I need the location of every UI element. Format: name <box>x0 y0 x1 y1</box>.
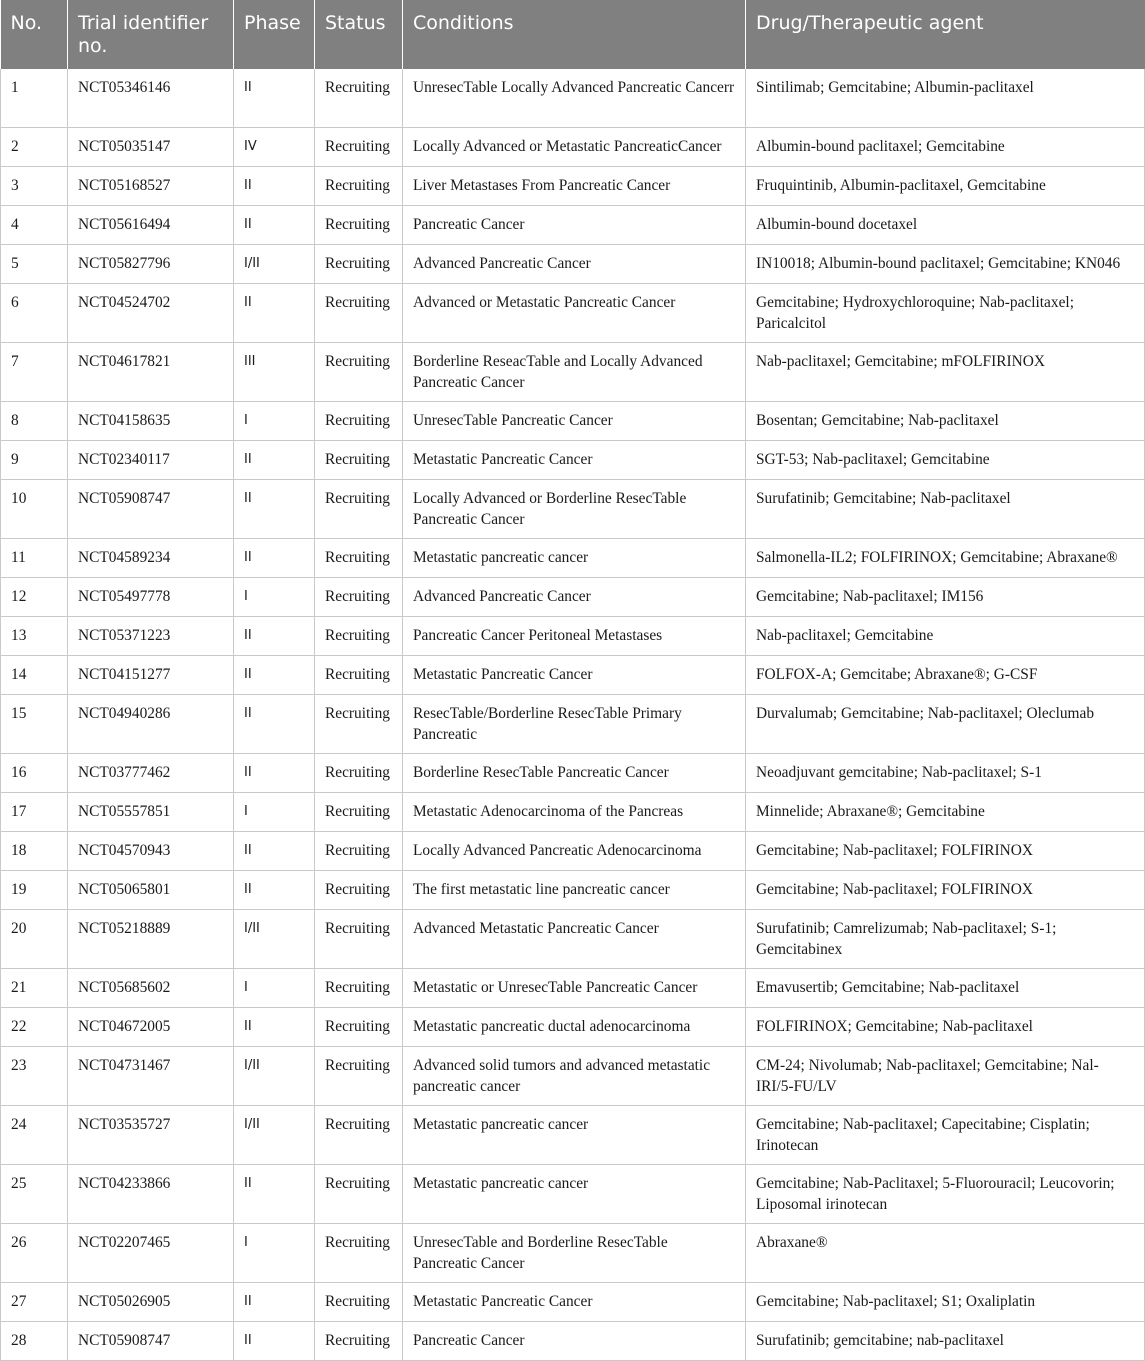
cell-status: Recruiting <box>315 1165 403 1224</box>
cell-trial-id: NCT02340117 <box>68 441 234 480</box>
cell-trial-id: NCT04151277 <box>68 656 234 695</box>
cell-no: 19 <box>1 871 68 910</box>
cell-drug: Surufatinib; Gemcitabine; Nab-paclitaxel <box>746 480 1145 539</box>
cell-status: Recruiting <box>315 1008 403 1047</box>
cell-drug: Fruquintinib, Albumin-paclitaxel, Gemcitabine <box>746 167 1145 206</box>
cell-status: Recruiting <box>315 539 403 578</box>
table-row <box>1 245 1145 284</box>
table-row <box>1 128 1145 167</box>
cell-trial-id: NCT04158635 <box>68 402 234 441</box>
cell-trial-id: NCT05065801 <box>68 871 234 910</box>
cell-drug: Durvalumab; Gemcitabine; Nab-paclitaxel; Oleclumab <box>746 695 1145 754</box>
cell-conditions: Liver Metastases From Pancreatic Cancer <box>403 167 746 206</box>
cell-trial-id: NCT05827796 <box>68 245 234 284</box>
cell-trial-id: NCT03535727 <box>68 1106 234 1165</box>
cell-conditions: Metastatic Pancreatic Cancer <box>403 441 746 480</box>
cell-trial-id: NCT04233866 <box>68 1165 234 1224</box>
cell-phase: IV <box>234 128 315 167</box>
cell-drug: Salmonella-IL2; FOLFIRINOX; Gemcitabine; Abraxane® <box>746 539 1145 578</box>
cell-drug: Gemcitabine; Nab-paclitaxel; S1; Oxaliplatin <box>746 1283 1145 1322</box>
cell-conditions: Locally Advanced or Metastatic PancreaticCancer <box>403 128 746 167</box>
cell-status: Recruiting <box>315 1047 403 1106</box>
table-row <box>1 1047 1145 1106</box>
cell-no: 24 <box>1 1106 68 1165</box>
cell-no: 25 <box>1 1165 68 1224</box>
cell-no: 1 <box>1 69 68 128</box>
cell-conditions: Advanced Pancreatic Cancer <box>403 578 746 617</box>
cell-no: 2 <box>1 128 68 167</box>
cell-phase: II <box>234 539 315 578</box>
cell-trial-id: NCT05218889 <box>68 910 234 969</box>
cell-drug: Nab-paclitaxel; Gemcitabine; mFOLFIRINOX <box>746 343 1145 402</box>
cell-status: Recruiting <box>315 1106 403 1165</box>
cell-phase: II <box>234 1008 315 1047</box>
cell-trial-id: NCT04672005 <box>68 1008 234 1047</box>
cell-phase: II <box>234 656 315 695</box>
cell-no: 12 <box>1 578 68 617</box>
cell-no: 3 <box>1 167 68 206</box>
table-row <box>1 1283 1145 1322</box>
cell-no: 18 <box>1 832 68 871</box>
cell-no: 8 <box>1 402 68 441</box>
table-row <box>1 167 1145 206</box>
cell-no: 26 <box>1 1224 68 1283</box>
cell-drug: Gemcitabine; Nab-paclitaxel; FOLFIRINOX <box>746 871 1145 910</box>
cell-trial-id: NCT04589234 <box>68 539 234 578</box>
cell-trial-id: NCT04617821 <box>68 343 234 402</box>
cell-drug: IN10018; Albumin-bound paclitaxel; Gemcitabine; KN046 <box>746 245 1145 284</box>
cell-status: Recruiting <box>315 695 403 754</box>
cell-no: 28 <box>1 1322 68 1361</box>
table-row <box>1 480 1145 539</box>
cell-conditions: ResecTable/Borderline ResecTable Primary Pancreatic <box>403 695 746 754</box>
cell-conditions: Pancreatic Cancer <box>403 1322 746 1361</box>
cell-no: 17 <box>1 793 68 832</box>
cell-conditions: Pancreatic Cancer Peritoneal Metastases <box>403 617 746 656</box>
header-no: No. <box>1 0 68 69</box>
cell-trial-id: NCT05371223 <box>68 617 234 656</box>
cell-no: 23 <box>1 1047 68 1106</box>
header-drug: Drug/Therapeutic agent <box>746 0 1145 69</box>
cell-drug: Gemcitabine; Nab-paclitaxel; Capecitabine; Cisplatin; Irinotecan <box>746 1106 1145 1165</box>
cell-phase: I/II <box>234 1106 315 1165</box>
cell-phase: I <box>234 793 315 832</box>
cell-conditions: Advanced or Metastatic Pancreatic Cancer <box>403 284 746 343</box>
table-row <box>1 1224 1145 1283</box>
cell-no: 20 <box>1 910 68 969</box>
cell-no: 21 <box>1 969 68 1008</box>
table-row <box>1 871 1145 910</box>
table-row <box>1 1165 1145 1224</box>
table-row <box>1 969 1145 1008</box>
table-row <box>1 910 1145 969</box>
table-row <box>1 539 1145 578</box>
cell-phase: II <box>234 871 315 910</box>
cell-drug: Neoadjuvant gemcitabine; Nab-paclitaxel; S-1 <box>746 754 1145 793</box>
cell-no: 7 <box>1 343 68 402</box>
cell-phase: I <box>234 402 315 441</box>
table-row <box>1 617 1145 656</box>
cell-phase: II <box>234 832 315 871</box>
cell-conditions: Metastatic Adenocarcinoma of the Pancreas <box>403 793 746 832</box>
cell-no: 22 <box>1 1008 68 1047</box>
cell-conditions: UnresecTable Pancreatic Cancer <box>403 402 746 441</box>
cell-status: Recruiting <box>315 69 403 128</box>
table-header <box>1 0 1145 69</box>
cell-trial-id: NCT05346146 <box>68 69 234 128</box>
cell-no: 13 <box>1 617 68 656</box>
cell-drug: CM-24; Nivolumab; Nab-paclitaxel; Gemcitabine; Nal-IRI/5-FU/LV <box>746 1047 1145 1106</box>
cell-drug: Gemcitabine; Hydroxychloroquine; Nab-paclitaxel; Paricalcitol <box>746 284 1145 343</box>
table-row <box>1 1008 1145 1047</box>
cell-conditions: Advanced solid tumors and advanced metastatic pancreatic cancer <box>403 1047 746 1106</box>
cell-conditions: Advanced Metastatic Pancreatic Cancer <box>403 910 746 969</box>
cell-drug: Bosentan; Gemcitabine; Nab-paclitaxel <box>746 402 1145 441</box>
cell-trial-id: NCT05168527 <box>68 167 234 206</box>
cell-status: Recruiting <box>315 754 403 793</box>
table-row <box>1 206 1145 245</box>
cell-phase: III <box>234 343 315 402</box>
table-row <box>1 832 1145 871</box>
cell-trial-id: NCT04731467 <box>68 1047 234 1106</box>
table-row <box>1 343 1145 402</box>
cell-drug: Gemcitabine; Nab-paclitaxel; IM156 <box>746 578 1145 617</box>
table-row <box>1 695 1145 754</box>
cell-conditions: Borderline ResecTable Pancreatic Cancer <box>403 754 746 793</box>
header-status: Status <box>315 0 403 69</box>
cell-phase: II <box>234 695 315 754</box>
cell-no: 16 <box>1 754 68 793</box>
cell-trial-id: NCT05497778 <box>68 578 234 617</box>
cell-drug: Surufatinib; gemcitabine; nab-paclitaxel <box>746 1322 1145 1361</box>
cell-status: Recruiting <box>315 128 403 167</box>
cell-no: 27 <box>1 1283 68 1322</box>
cell-trial-id: NCT05035147 <box>68 128 234 167</box>
cell-no: 4 <box>1 206 68 245</box>
cell-phase: I/II <box>234 1047 315 1106</box>
header-trial-id: Trial identifier no. <box>68 0 234 69</box>
cell-phase: I/II <box>234 910 315 969</box>
cell-status: Recruiting <box>315 656 403 695</box>
cell-drug: FOLFIRINOX; Gemcitabine; Nab-paclitaxel <box>746 1008 1145 1047</box>
cell-conditions: UnresecTable and Borderline ResecTable Pancreatic Cancer <box>403 1224 746 1283</box>
table-row <box>1 441 1145 480</box>
cell-trial-id: NCT04570943 <box>68 832 234 871</box>
table-row <box>1 793 1145 832</box>
cell-drug: Sintilimab; Gemcitabine; Albumin-paclitaxel <box>746 69 1145 128</box>
cell-conditions: The first metastatic line pancreatic cancer <box>403 871 746 910</box>
cell-no: 15 <box>1 695 68 754</box>
cell-status: Recruiting <box>315 793 403 832</box>
header-conditions: Conditions <box>403 0 746 69</box>
table-row <box>1 1106 1145 1165</box>
cell-phase: I/II <box>234 245 315 284</box>
cell-status: Recruiting <box>315 910 403 969</box>
cell-drug: Surufatinib; Camrelizumab; Nab-paclitaxel; S-1; Gemcitabinex <box>746 910 1145 969</box>
cell-trial-id: NCT04524702 <box>68 284 234 343</box>
cell-conditions: Metastatic pancreatic cancer <box>403 1106 746 1165</box>
cell-status: Recruiting <box>315 402 403 441</box>
cell-status: Recruiting <box>315 1322 403 1361</box>
cell-conditions: Borderline ReseacTable and Locally Advanced Pancreatic Cancer <box>403 343 746 402</box>
cell-status: Recruiting <box>315 578 403 617</box>
cell-status: Recruiting <box>315 1283 403 1322</box>
cell-trial-id: NCT05026905 <box>68 1283 234 1322</box>
cell-trial-id: NCT04940286 <box>68 695 234 754</box>
cell-drug: Nab-paclitaxel; Gemcitabine <box>746 617 1145 656</box>
cell-phase: I <box>234 1224 315 1283</box>
cell-phase: II <box>234 1165 315 1224</box>
cell-conditions: Metastatic or UnresecTable Pancreatic Cancer <box>403 969 746 1008</box>
cell-trial-id: NCT02207465 <box>68 1224 234 1283</box>
cell-no: 5 <box>1 245 68 284</box>
table-row <box>1 578 1145 617</box>
cell-conditions: Metastatic pancreatic ductal adenocarcinoma <box>403 1008 746 1047</box>
cell-status: Recruiting <box>315 284 403 343</box>
cell-drug: Gemcitabine; Nab-Paclitaxel; 5-Fluorouracil; Leucovorin; Liposomal irinotecan <box>746 1165 1145 1224</box>
cell-conditions: Locally Advanced Pancreatic Adenocarcinoma <box>403 832 746 871</box>
cell-status: Recruiting <box>315 167 403 206</box>
cell-status: Recruiting <box>315 245 403 284</box>
cell-trial-id: NCT05685602 <box>68 969 234 1008</box>
cell-drug: Gemcitabine; Nab-paclitaxel; FOLFIRINOX <box>746 832 1145 871</box>
cell-trial-id: NCT05557851 <box>68 793 234 832</box>
header-row <box>1 0 1145 69</box>
cell-trial-id: NCT05908747 <box>68 480 234 539</box>
cell-phase: II <box>234 1322 315 1361</box>
cell-conditions: Metastatic Pancreatic Cancer <box>403 656 746 695</box>
table-body <box>1 69 1145 1361</box>
cell-phase: II <box>234 284 315 343</box>
cell-conditions: Locally Advanced or Borderline ResecTable Pancreatic Cancer <box>403 480 746 539</box>
table-row <box>1 284 1145 343</box>
cell-status: Recruiting <box>315 871 403 910</box>
cell-status: Recruiting <box>315 1224 403 1283</box>
cell-conditions: UnresecTable Locally Advanced Pancreatic Cancerr <box>403 69 746 128</box>
table-row <box>1 656 1145 695</box>
cell-phase: II <box>234 1283 315 1322</box>
cell-phase: II <box>234 441 315 480</box>
cell-no: 14 <box>1 656 68 695</box>
cell-conditions: Metastatic pancreatic cancer <box>403 539 746 578</box>
cell-drug: Abraxane® <box>746 1224 1145 1283</box>
table-row <box>1 754 1145 793</box>
cell-phase: I <box>234 578 315 617</box>
cell-phase: I <box>234 969 315 1008</box>
cell-status: Recruiting <box>315 832 403 871</box>
cell-drug: SGT-53; Nab-paclitaxel; Gemcitabine <box>746 441 1145 480</box>
cell-status: Recruiting <box>315 480 403 539</box>
cell-drug: FOLFOX-A; Gemcitabe; Abraxane®; G-CSF <box>746 656 1145 695</box>
cell-trial-id: NCT05908747 <box>68 1322 234 1361</box>
cell-phase: II <box>234 69 315 128</box>
cell-no: 11 <box>1 539 68 578</box>
cell-conditions: Metastatic pancreatic cancer <box>403 1165 746 1224</box>
cell-phase: II <box>234 206 315 245</box>
cell-status: Recruiting <box>315 343 403 402</box>
table-row <box>1 1322 1145 1361</box>
cell-status: Recruiting <box>315 617 403 656</box>
cell-conditions: Advanced Pancreatic Cancer <box>403 245 746 284</box>
cell-no: 6 <box>1 284 68 343</box>
cell-no: 10 <box>1 480 68 539</box>
cell-trial-id: NCT03777462 <box>68 754 234 793</box>
cell-conditions: Pancreatic Cancer <box>403 206 746 245</box>
table-row <box>1 69 1145 128</box>
cell-phase: II <box>234 480 315 539</box>
cell-no: 9 <box>1 441 68 480</box>
cell-phase: II <box>234 167 315 206</box>
table-row <box>1 402 1145 441</box>
cell-drug: Emavusertib; Gemcitabine; Nab-paclitaxel <box>746 969 1145 1008</box>
cell-status: Recruiting <box>315 969 403 1008</box>
cell-conditions: Metastatic Pancreatic Cancer <box>403 1283 746 1322</box>
cell-drug: Albumin-bound docetaxel <box>746 206 1145 245</box>
cell-phase: II <box>234 617 315 656</box>
cell-drug: Minnelide; Abraxane®; Gemcitabine <box>746 793 1145 832</box>
cell-phase: II <box>234 754 315 793</box>
cell-status: Recruiting <box>315 206 403 245</box>
cell-drug: Albumin-bound paclitaxel; Gemcitabine <box>746 128 1145 167</box>
cell-status: Recruiting <box>315 441 403 480</box>
cell-trial-id: NCT05616494 <box>68 206 234 245</box>
header-phase: Phase <box>234 0 315 69</box>
